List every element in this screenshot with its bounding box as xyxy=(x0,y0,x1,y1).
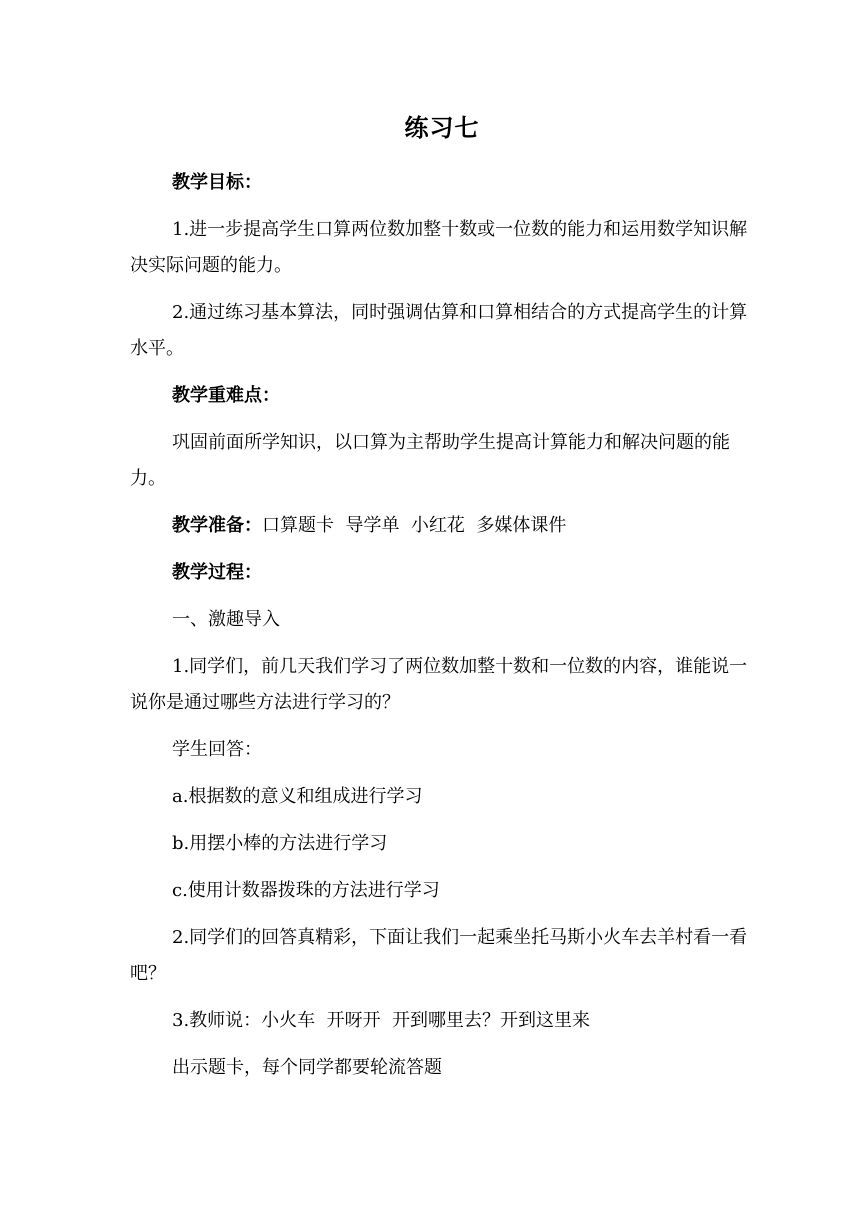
question-3-follow: 出示题卡，每个同学都要轮流答题 xyxy=(172,1057,442,1078)
preparation-line xyxy=(130,508,754,544)
question-3: 3.教师说：小火车 开呀开 开到哪里去？开到这里来 xyxy=(172,1010,591,1031)
key-points-text: 巩固前面所学知识，以口算为主帮助学生提高计算能力和解决问题的能力。 xyxy=(130,432,730,489)
preparation-heading: 教学准备： xyxy=(172,515,262,536)
answer-c: c.使用计数器拨珠的方法进行学习 xyxy=(172,880,440,901)
question-1: 1.同学们，前几天我们学习了两位数加整十数和一位数的内容，谁能说一说你是通过哪些方法进行学习的？ xyxy=(130,656,748,713)
process-heading: 教学过程： xyxy=(172,562,262,583)
document-title: 练习七 xyxy=(404,114,480,142)
goal-1: 1.进一步提高学生口算两位数加整十数或一位数的能力和运用数学知识解决实际问题的能力。 xyxy=(130,219,748,276)
preparation-text: 口算题卡 导学单 小红花 多媒体课件 xyxy=(262,515,567,536)
question-2: 2.同学们的回答真精彩，下面让我们一起乘坐托马斯小火车去羊村看一看吧？ xyxy=(130,927,748,984)
answer-label: 学生回答： xyxy=(172,739,262,760)
step-1-title: 一、激趣导入 xyxy=(172,609,280,630)
answer-a: a.根据数的意义和组成进行学习 xyxy=(172,786,423,807)
answer-b: b.用摆小棒的方法进行学习 xyxy=(172,833,388,854)
key-points-heading: 教学重难点： xyxy=(172,385,280,406)
goals-heading: 教学目标： xyxy=(172,172,262,193)
goal-2: 2.通过练习基本算法，同时强调估算和口算相结合的方式提高学生的计算水平。 xyxy=(130,302,748,359)
